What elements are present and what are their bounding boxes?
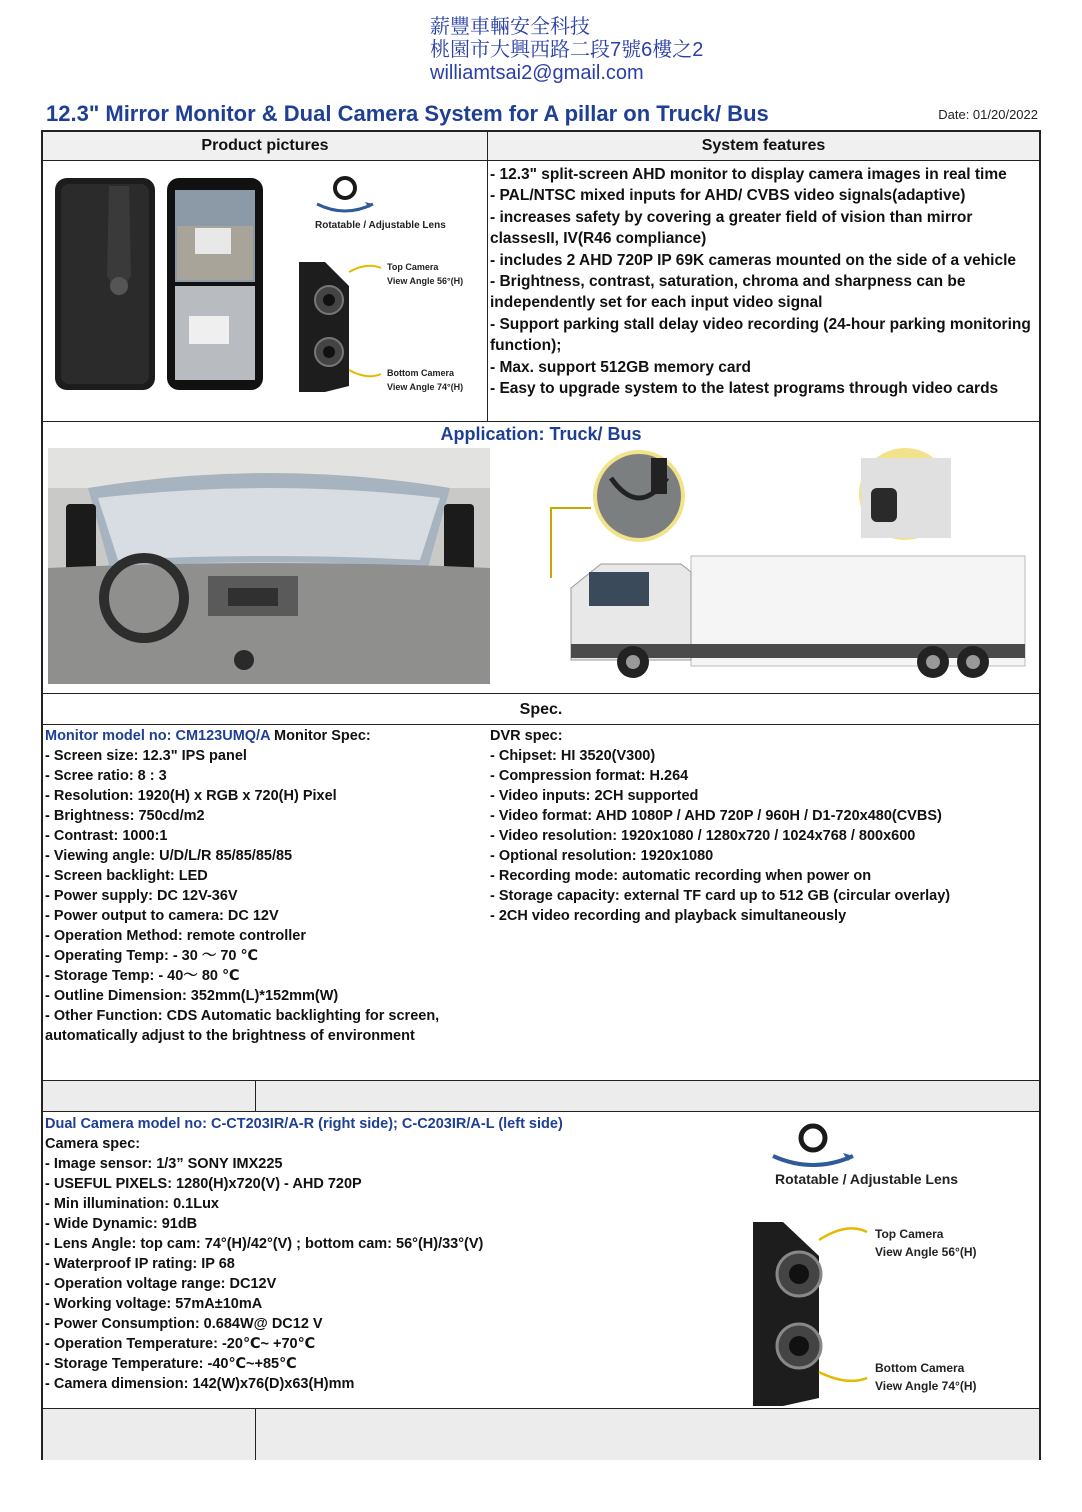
dvr-spec-label: DVR spec: [490,728,563,744]
dvr-spec [490,726,1040,926]
bottom-camera-label: Bottom Camera [875,1361,965,1375]
bottom-camera-angle: View Angle 74°(H) [387,382,464,392]
document-title: 12.3" Mirror Monitor & Dual Camera System for A pillar on Truck/ Bus [46,101,769,126]
dvr-spec-item: - Video resolution: 1920x1080 / 1280x720 / 1024x768 / 800x600 [490,828,916,844]
camera-spec-item: - Operation voltage range: DC12V [45,1276,277,1292]
top-camera-angle: View Angle 56°(H) [875,1245,977,1259]
divider [43,421,1039,422]
features-list [490,164,1042,399]
feature-item: - increases safety by covering a greater field of vision than mirror classesII, IV(R46 compliance) [490,208,973,248]
camera-model-label: Dual Camera model no: C-CT203IR/A-R (right side); C-C203IR/A-L (left side) [45,1116,563,1132]
company-address: 桃園市大興西路二段7號6樓之2 [430,39,704,61]
rotate-lens-icon [773,1126,853,1165]
monitor-spec-item: - Contrast: 1000:1 [45,828,168,844]
camera-spec-item: - Min illumination: 0.1Lux [45,1196,219,1212]
divider [43,1408,1039,1409]
monitor-spec [45,726,485,1046]
monitor-model-label: Monitor model no: CM123UMQ/A [45,728,271,744]
monitor-spec-item: - Viewing angle: U/D/L/R 85/85/85/85 [45,848,293,864]
spec-sheet [41,130,1041,1460]
monitor-spec-item: - Outline Dimension: 352mm(L)*152mm(W) [45,988,339,1004]
monitor-spec-item: - Other Function: CDS Automatic backlighting for screen, [45,1008,440,1024]
divider [43,693,1039,694]
separator-bar [43,1408,1039,1460]
feature-item: - includes 2 AHD 720P IP 69K cameras mounted on the side of a vehicle [490,251,1017,269]
divider [43,160,1039,161]
monitor-spec-item: - Storage Temp: - 40～ 80 ℃ [45,968,240,984]
truck-cab-image [48,448,490,684]
feature-item: - PAL/NTSC mixed inputs for AHD/ CVBS video signals(adaptive) [490,187,966,205]
monitor-spec-item: - Power output to camera: DC 12V [45,908,279,924]
monitor-spec-label: Monitor Spec: [270,728,371,744]
dual-camera-image [753,1222,821,1406]
camera-spec-label: Camera spec: [45,1136,141,1152]
camera-spec [45,1114,765,1394]
camera-spec-item: - USEFUL PIXELS: 1280(H)x720(V) - AHD 720P [45,1176,362,1192]
monitor-front-image [167,178,263,390]
camera-spec-item: - Wide Dynamic: 91dB [45,1216,198,1232]
camera-spec-item: - Lens Angle: top cam: 74°(H)/42°(V) ; bottom cam: 56°(H)/33°(V) [45,1236,484,1252]
camera-spec-item: - Storage Temperature: -40℃~+85℃ [45,1356,297,1372]
monitor-spec-item: - Screen size: 12.3" IPS panel [45,748,247,764]
feature-item: - 12.3" split-screen AHD monitor to display camera images in real time [490,166,1007,183]
bottom-camera-label: Bottom Camera [387,368,455,378]
feature-item: - Easy to upgrade system to the latest programs through video cards [490,380,999,398]
bottom-camera-angle: View Angle 74°(H) [875,1379,977,1393]
monitor-spec-item: - Power supply: DC 12V-36V [45,888,238,904]
system-features-header: System features [488,132,1039,160]
camera-product-image [743,1116,1039,1406]
monitor-spec-item: - Resolution: 1920(H) x RGB x 720(H) Pixel [45,788,337,804]
monitor-spec-item: - Brightness: 750cd/m2 [45,808,205,824]
top-camera-label: Top Camera [875,1227,944,1241]
divider [43,1111,1039,1112]
company-email[interactable]: williamtsai2@gmail.com [430,62,644,84]
camera-spec-item: - Image sensor: 1/3” SONY IMX225 [45,1156,283,1172]
lens-caption: Rotatable / Adjustable Lens [775,1171,959,1187]
monitor-spec-item: automatically adjust to the brightness of environment [45,1028,415,1044]
separator-bar [43,1080,1039,1111]
monitor-spec-item: - Operating Temp: - 30 ～ 70 ℃ [45,948,259,964]
dvr-spec-item: - Recording mode: automatic recording when power on [490,868,872,884]
monitor-spec-item: - Scree ratio: 8 : 3 [45,768,167,784]
divider [43,1080,1039,1081]
dvr-spec-item: - Video inputs: 2CH supported [490,788,699,804]
dvr-spec-item: - Compression format: H.264 [490,768,689,784]
divider [255,1080,256,1111]
dvr-spec-item: - Chipset: HI 3520(V300) [490,748,656,764]
monitor-spec-item: - Screen backlight: LED [45,868,208,884]
document-date: Date: 01/20/2022 [938,107,1038,122]
feature-item: - Support parking stall delay video recording (24-hour parking monitoring function); [490,315,1031,355]
camera-spec-item: - Waterproof IP rating: IP 68 [45,1256,235,1272]
camera-spec-item: - Working voltage: 57mA±10mA [45,1296,263,1312]
dvr-spec-item: - Video format: AHD 1080P / AHD 720P / 960H / D1-720x480(CVBS) [490,808,942,824]
divider [487,132,488,421]
product-pictures [49,166,485,418]
top-camera-angle: View Angle 56°(H) [387,276,464,286]
product-pictures-header: Product pictures [43,132,487,160]
monitor-back-image [55,178,155,390]
application-title: Application: Truck/ Bus [440,424,642,444]
feature-item: - Max. support 512GB memory card [490,358,751,376]
top-camera-label: Top Camera [387,262,439,272]
company-header [430,16,703,85]
company-name: 薪豐車輛安全科技 [430,16,590,38]
feature-item: - Brightness, contrast, saturation, chroma and sharpness can be independently set for each input video signal [490,273,966,312]
dvr-spec-item: - Storage capacity: external TF card up to 512 GB (circular overlay) [490,888,951,904]
truck-illustration-image [541,448,1031,680]
monitor-spec-item: - Operation Method: remote controller [45,928,307,944]
dual-camera-image [299,262,349,392]
lens-caption: Rotatable / Adjustable Lens [315,220,446,231]
camera-spec-item: - Camera dimension: 142(W)x76(D)x63(H)mm [45,1376,355,1392]
camera-spec-item: - Power Consumption: 0.684W@ DC12 V [45,1316,323,1332]
divider [43,724,1039,725]
spec-header: Spec. [519,701,563,718]
divider [255,1408,256,1460]
rotate-lens-icon [317,178,373,211]
dvr-spec-item: - Optional resolution: 1920x1080 [490,848,714,864]
dvr-spec-item: - 2CH video recording and playback simultaneously [490,908,847,924]
camera-spec-item: - Operation Temperature: -20℃~ +70℃ [45,1336,316,1352]
